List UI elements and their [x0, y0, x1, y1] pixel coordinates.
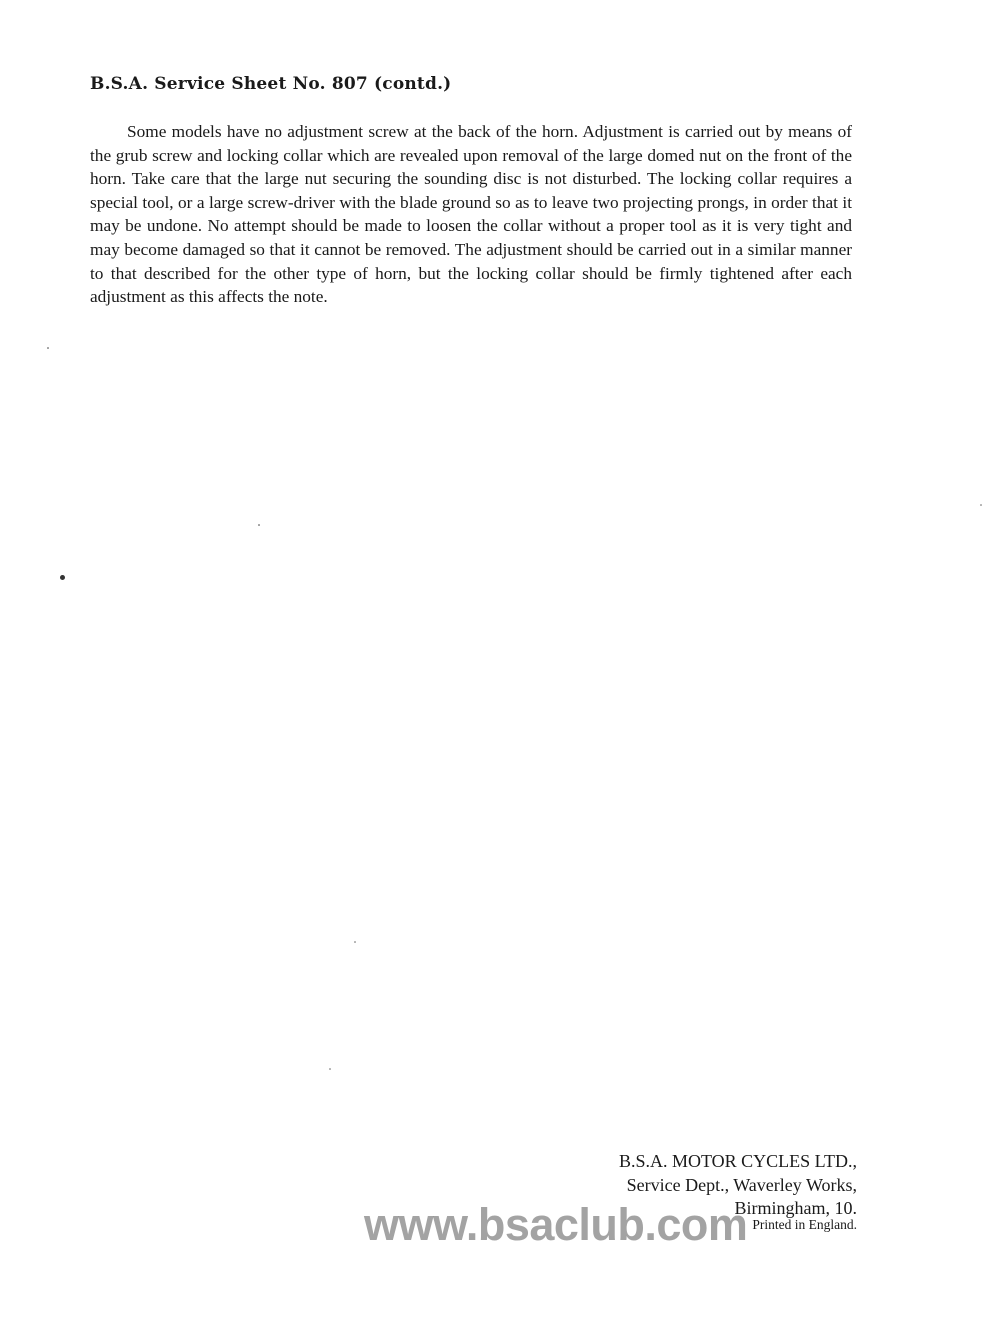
- department: Service Dept., Waverley Works,: [626, 1174, 857, 1195]
- scan-speck: [47, 347, 49, 349]
- body-paragraph: Some models have no adjustment screw at the back of the horn. Adjustment is carried out by means of the grub screw and locking collar which are revealed upon removal of the large domed nut on the front of the horn. Take care that the large nut securing the sounding disc is not disturbed. The locking collar requires a special tool, or a large screw-driver with the blade ground so as to leave two projecting prongs, in order that it may be undone. No attempt should be made to loosen the collar without a proper tool as it is very tight and may become damaged so that it cannot be removed. The adjustment should be carried out in a similar manner to that described for the other type of horn, but the locking collar should be firmly tightened after each adjustment as this affects the note.: [90, 122, 852, 307]
- page-title: B.S.A. Service Sheet No. 807 (contd.): [90, 74, 452, 94]
- watermark: www.bsaclub.com: [364, 1199, 748, 1250]
- scan-speck: [329, 1068, 331, 1070]
- scan-speck: [980, 504, 982, 506]
- scan-speck: [60, 575, 65, 580]
- company-name: B.S.A. MOTOR CYCLES LTD.,: [618, 1151, 857, 1171]
- printed-in-note: Printed in England.: [752, 1217, 857, 1232]
- scan-speck: [258, 524, 260, 526]
- scan-speck: [354, 941, 356, 943]
- city: Birmingham, 10.: [734, 1198, 857, 1218]
